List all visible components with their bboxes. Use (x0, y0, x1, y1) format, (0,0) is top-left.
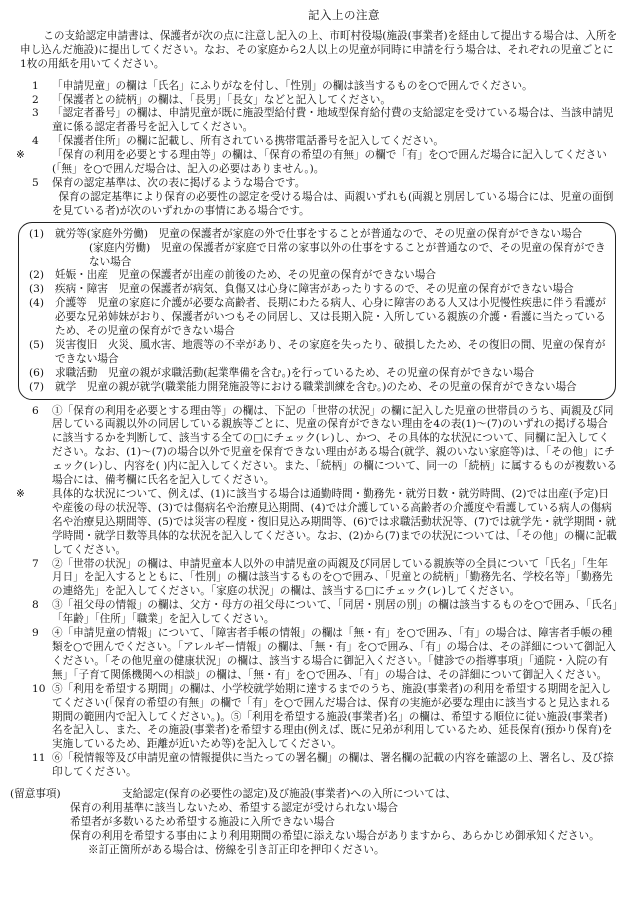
item-text: 「保護者との続柄」の欄は、「長男」「長女」などと記入してください。 (52, 93, 391, 106)
list-item (10, 149, 618, 177)
item5-subtext: 保育の認定基準により保育の必要性の認定を受ける場合は、両親いずれも(両親と別居している場合には、児童の面倒を見ている者)が次のいずれかの事情にある場合です。 (52, 190, 614, 217)
list-item (10, 177, 618, 191)
item-number: 5 (32, 176, 39, 189)
list-item (10, 558, 618, 600)
list-item (10, 683, 618, 753)
item-number: 2 (32, 93, 39, 106)
item-number: 1 (32, 79, 39, 92)
item-number: 7 (32, 557, 39, 570)
criteria-number: (6) (29, 366, 45, 379)
criteria-box (18, 222, 616, 400)
item-text: ③「祖父母の情報」の欄は、父方・母方の祖父母について、「同居・別居の別」の欄は該当するものを○で囲み、「氏名」「年齢」「住所」「職業」を記入してください。 (52, 599, 618, 626)
criteria-number: (4) (29, 297, 45, 310)
remarks-header (10, 788, 618, 802)
page-title: 記入上の注意 (308, 8, 380, 22)
criteria-row (29, 339, 607, 367)
criteria-text: 妊娠・出産 児童の保護者が出産の前後のため、その児童の保育ができない場合 (55, 269, 436, 282)
item-number: 10 (32, 682, 46, 695)
criteria-number: (7) (29, 380, 45, 393)
item-text: 具体的な状況について、例えば、(1)に該当する場合は通勤時間・勤務先・就労日数・就労時間、(2)では出産(予定)日や産後の母の状況等、(3)では傷病名や治療見込期間、(4)では介護している高齢者の介護度や看護している病人の傷病名や治療見込期間等、(5)では災害の程度・復旧見込み期間等、(6)では求職活動状況等、(7)では就学先・就学期間・就学時間・就学日数等具体的な状況を記入してください。なお、(2)から(7)までの状況については、「その他」の欄に記載してください。 (52, 488, 617, 556)
criteria-text: 就労等(家庭外労働) 児童の保護者が家庭の外で仕事をすることが普通なので、その児童の保育ができない場合 (55, 227, 583, 240)
criteria-text: 就学 児童の親が就学(職業能力開発施設等における職業訓練を含む。)のため、その児童の保育ができない場合 (55, 380, 577, 393)
item-number: 3 (32, 107, 39, 120)
remarks-line: 保育の利用基準に該当しないため、希望する認定が受けられない場合 (70, 801, 398, 814)
list-item (10, 80, 618, 94)
item-text: 保育の認定基準は、次の表に掲げるような場合です。 (52, 176, 306, 189)
criteria-number: (3) (29, 283, 45, 296)
criteria-text: 求職活動 児童の親が求職活動(起業準備を含む。)を行っているため、その児童の保育ができない場合 (55, 366, 535, 379)
item-text: 「申請児童」の欄は「氏名」にふりがなを付し、「性別」の欄は該当するものを○で囲んでください。 (52, 79, 533, 92)
remarks-footer: ※訂正箇所がある場合は、傍線を引き訂正印を押印ください。 (88, 843, 385, 856)
remarks-line: 希望者が多数いるため希望する施設に入所できない場合 (70, 815, 335, 828)
item-number: ※ (16, 488, 25, 500)
criteria-row (29, 283, 607, 297)
list-item (10, 488, 618, 558)
criteria-number: (1) (29, 227, 45, 240)
criteria-row (29, 367, 607, 381)
criteria-row (29, 381, 607, 395)
list-item (10, 94, 618, 108)
criteria-text: 介護等 児童の家庭に介護が必要な高齢者、長期にわたる病人、心身に障害のある人又は小児慢性疾患に伴う看護が必要な兄弟姉妹がおり、保護者がいつもその同居し、又は長期入院・入所している親族の介護・看護に当たっているため、その児童の保育ができない場合 (55, 297, 606, 338)
item-number: ※ (16, 149, 25, 162)
remarks-line: 保育の利用を希望する事由により利用期間の希望に添えない場合がありますから、あらかじめ御承知ください。 (70, 829, 600, 842)
item-number: 6 (32, 404, 39, 417)
item-text: ④「申請児童の情報」について、「障害者手帳の情報」の欄は「無・有」を○で囲み、「有」の場合は、障害者手帳の種類を○で囲んでください。「アレルギー情報」の欄は、「無・有」を○で囲み、「有」の場合は、その詳細について御記入ください。「その他児童の健康状況」の欄は、該当する場合に御記入ください。「健診での指導事項」「通院・入院の有無」「子育て関係機関への相談」の欄は、「無・有」を○で囲み、「有」の場合は、その詳細について御記入ください。 (52, 627, 616, 681)
item-text: ①「保育の利用を必要とする理由等」の欄は、下記の「世帯の状況」の欄に記入した児童の世帯員のうち、両親及び同居している両親以外の同居している親族等ごとに、児童の保育ができない理由を4の表(1)～(7)のいずれの掲げる場合に該当するかを判断して、該当する全ての□にチェック(レ)し、かつ、その具体的な状況について、同欄に記入してください。なお、(1)～(7)の場合以外で児童を保育できない理由がある場合(就学、親のいない家庭等)は、「その他」にチェック(レ)し、内容を( )内に記入してください。また、「続柄」の欄について、同一の「続柄」に属するものが複数いる場合には、備考欄に氏名を記入してください。 (52, 404, 618, 487)
list-item (10, 107, 618, 135)
criteria-number: (2) (29, 269, 45, 282)
list-item (10, 627, 618, 683)
list-item (10, 405, 618, 488)
remarks-head-text: 支給認定(保育の必要性の認定)及び施設(事業者)への入所については、 (122, 788, 457, 801)
list-item (10, 599, 618, 627)
item-number: 8 (32, 599, 39, 612)
item-number: 9 (32, 627, 39, 640)
criteria-text: 疾病・障害 児童の保護者が病気、負傷又は心身に障害があったりするので、その児童の保育ができない場合 (55, 283, 574, 296)
remarks-section (10, 788, 618, 858)
remarks-label: (留意事項) (10, 788, 61, 801)
item-number: 11 (32, 752, 46, 765)
item-text: ⑤「利用を希望する期間」の欄は、小学校就学始期に達するまでのうち、施設(事業者)の利用を希望する期間を記入してください(「保育の希望の有無」の欄で「有」を○で囲んだ場合は、保育の実施が必要な理由に該当すると見込まれる期間の範囲内で記入してください。)。⑤「利用を希望する施設(事業者)名」の欄は、希望する順位に従い施設(事業者)名を記入し、また、その施設(事業者)を希望する理由(例えば、既に兄弟が利用しているため、延長保育(預かり保育)を実施しているため、距離が近いため等)を記入してください。 (52, 682, 613, 751)
item-text: ⑥「税情報等及び申請児童の情報提供に当たっての署名欄」の欄は、署名欄の記載の内容を確認の上、署名し、及び捺印してください。 (52, 752, 614, 779)
item-text: 「認定者番号」の欄は、申請児童が既に施設型給付費・地域型保育給付費の支給認定を受けている場合は、当該申請児童に係る認定者番号を記入してください。 (52, 107, 614, 134)
criteria-row (29, 269, 607, 283)
criteria-text: 災害復旧 火災、風水害、地震等の不幸があり、その家庭を失ったり、破損したため、その復旧の間、児童の保育ができない場合 (55, 338, 606, 365)
criteria-row (29, 297, 607, 339)
intro-paragraph: この支給認定申請書は、保護者が次の点に注意し記入の上、市町村役場(施設(事業者)を経由して提出する場合は、入所を申し込んだ施設)に提出してください。なお、その家庭から2人以上の児童が同時に申請を行う場合は、それぞれの児童ごとに1枚の用紙を用いてください。 (20, 29, 618, 70)
criteria-row (29, 228, 607, 242)
item-text: ②「世帯の状況」の欄は、申請児童本人以外の申請児童の両親及び同居している親族等の全員について「氏名」「生年月日」を記入するとともに、「性別」の欄は該当するものを○で囲み、「児童との続柄」「勤務先名、学校名等」「勤務先の連絡先」を記入してください。「家庭の状況」の欄は、該当する□にチェック(レ)してください。 (52, 557, 613, 598)
list-item (10, 752, 618, 780)
item-text: 「保護者住所」の欄に記載し、所有されている携帯電話番号を記入してください。 (52, 135, 444, 148)
item-number: 4 (32, 135, 39, 148)
sections-list (10, 405, 618, 780)
criteria-number: (5) (29, 338, 45, 351)
item-text: 「保育の利用を必要とする理由等」の欄は、「保育の希望の有無」の欄で「有」を○で囲んだ場合に記入してください(「無」を○で囲んだ場合は、記入の必要はありません。)。 (52, 149, 607, 176)
list-item (10, 135, 618, 149)
criteria-continuation: (家庭内労働) 児童の保護者が家庭で日常の家事以外の仕事をすることが普通なので、その児童の保育ができない場合 (89, 241, 606, 268)
items-list (10, 80, 618, 219)
